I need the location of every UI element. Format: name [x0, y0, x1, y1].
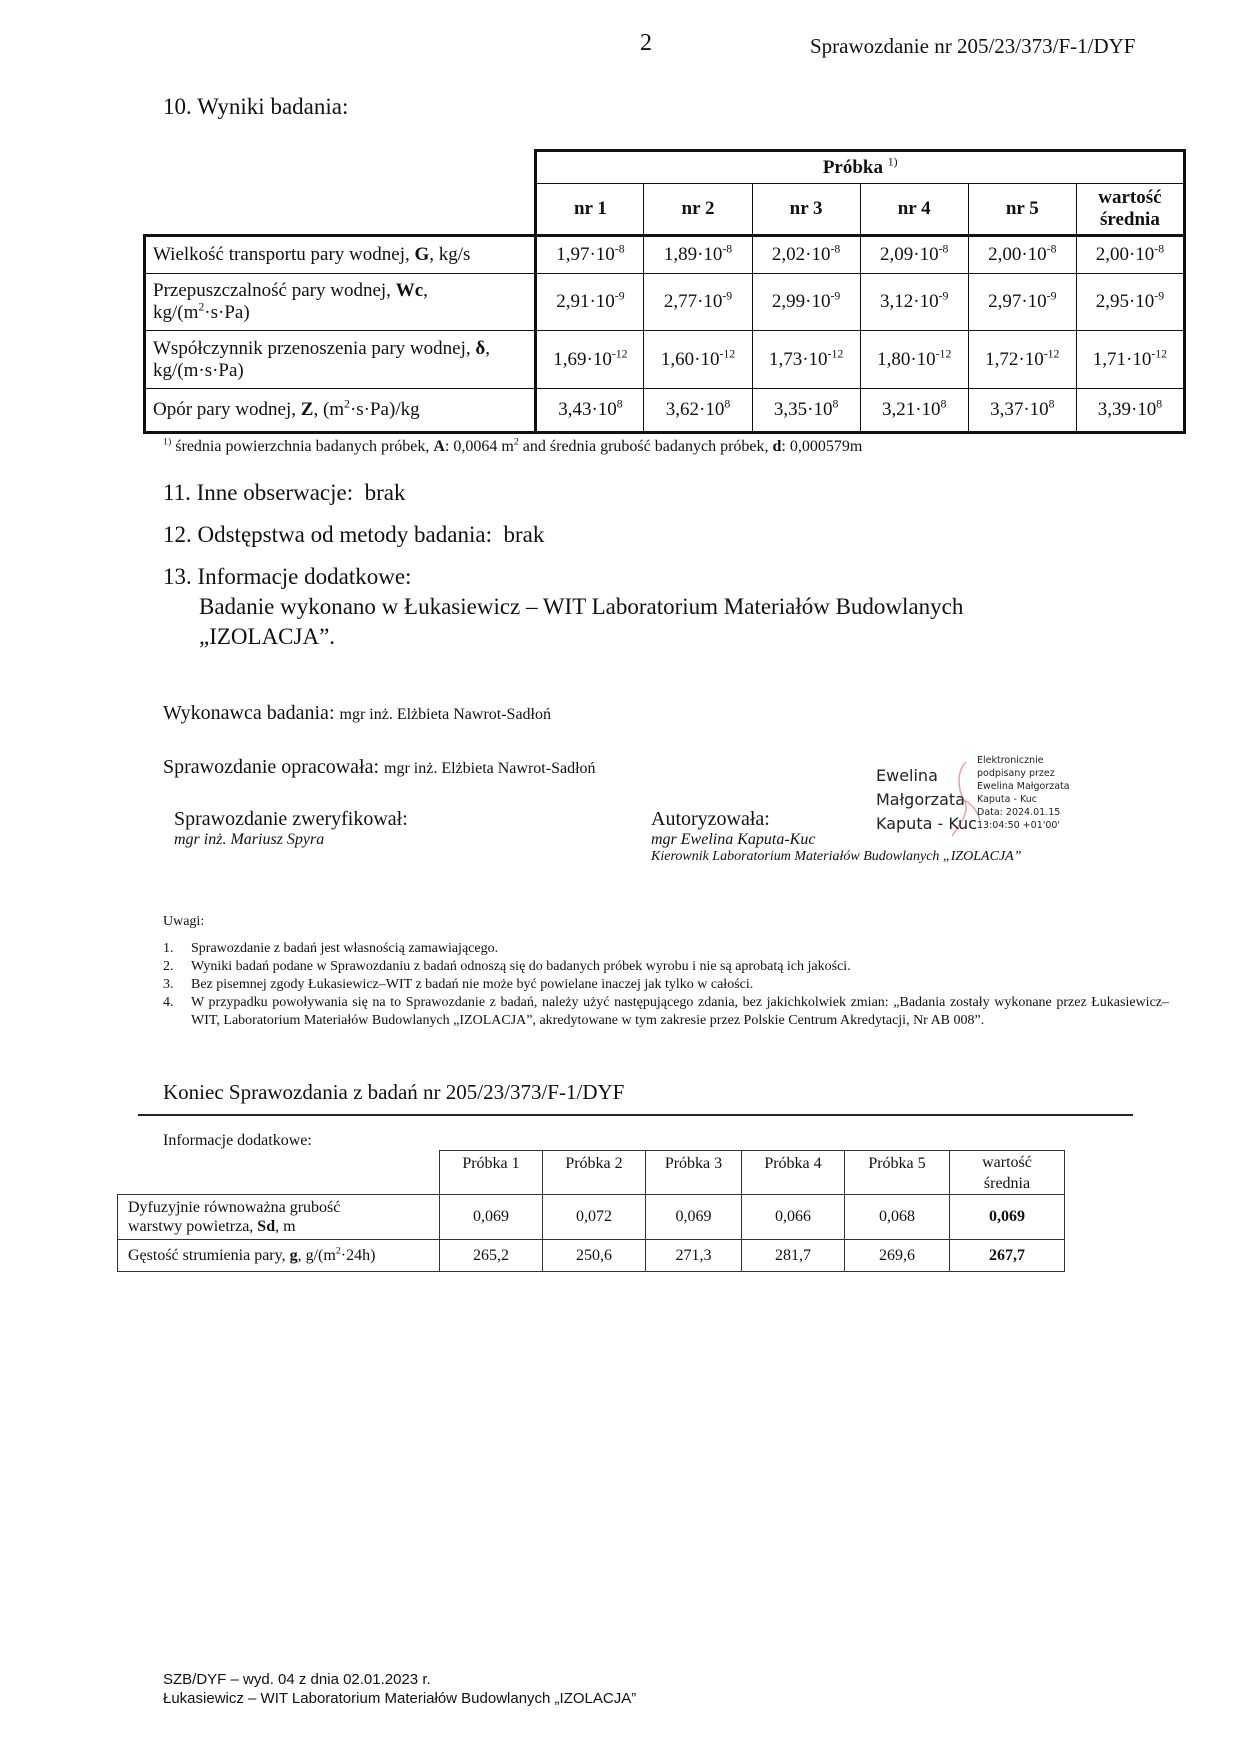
section-11-value: brak [364, 480, 406, 505]
page-number: 2 [640, 30, 652, 56]
list-item: 3. Bez pisemnej zgody Łukasiewicz–WIT z badań nie może być powielane inaczej jak tylko w całości. [163, 977, 754, 992]
mean-cell: 267,7 [950, 1240, 1065, 1272]
table-row [145, 274, 1185, 331]
table-row [145, 331, 1185, 389]
verified-block [174, 808, 408, 849]
prepared-name: mgr inż. Elżbieta Nawrot-Sadłoń [384, 760, 596, 777]
value-cell: 281,7 [742, 1240, 845, 1272]
executor-name: mgr inż. Elżbieta Nawrot-Sadłoń [339, 706, 551, 723]
value-cell: 269,6 [845, 1240, 950, 1272]
authorized-role: Kierownik Laboratorium Materiałów Budowlanych „IZOLACJA” [651, 849, 1022, 864]
mean-cell: 0,069 [950, 1195, 1065, 1240]
value-cell: $1,80\cdot 10^{-12}$ [860, 331, 968, 389]
value-cell: $3,37\cdot 10^8$ [968, 389, 1076, 433]
mean-cell: $3,39\cdot 10^8$ [1076, 389, 1184, 433]
value-cell: $2,99\cdot 10^{-9}$ [752, 274, 860, 331]
value-cell: $3,12\cdot 10^{-9}$ [860, 274, 968, 331]
value-cell: 271,3 [646, 1240, 742, 1272]
value-cell: $2,97\cdot 10^{-9}$ [968, 274, 1076, 331]
value-cell: $1,69\cdot 10^{-12}$ [536, 331, 644, 389]
mean-cell: $1,71\cdot 10^{-12}$ [1076, 331, 1184, 389]
authorized-name: mgr Ewelina Kaputa-Kuc [651, 831, 816, 848]
prepared-line: Sprawozdanie opracowała: mgr inż. Elżbieta Nawrot-Sadłoń [163, 756, 596, 778]
end-of-report: Koniec Sprawozdania z badań nr 205/23/373/F-1/DYF [163, 1080, 625, 1104]
value-cell: $2,09\cdot 10^{-8}$ [860, 236, 968, 274]
table-footnote: $^{1)}$ średnia powierzchnia badanych próbek, A: 0,0064 $m^2$ and średnia grubość badanych próbek, d: 0,000579m [163, 436, 863, 455]
value-cell: 250,6 [543, 1240, 646, 1272]
col-header-nr3: nr 3 [752, 184, 860, 236]
verified-name: mgr inż. Mariusz Spyra [174, 831, 325, 848]
row-label-G: Wielkość transportu pary wodnej, G, kg/s [145, 236, 536, 274]
value-cell: 0,069 [646, 1195, 742, 1240]
value-cell: $1,72\cdot 10^{-12}$ [968, 331, 1076, 389]
col-header-nr1: nr 1 [536, 184, 644, 236]
section-13-body [199, 592, 963, 652]
value-cell: $1,97\cdot 10^{-8}$ [536, 236, 644, 274]
section-12-value: brak [503, 522, 545, 547]
value-cell: $2,02\cdot 10^{-8}$ [752, 236, 860, 274]
page-footer [163, 1670, 636, 1708]
value-cell: 0,069 [440, 1195, 543, 1240]
remarks-list [163, 940, 1169, 1030]
value-cell: 0,066 [742, 1195, 845, 1240]
col-header-nr5: nr 5 [968, 184, 1076, 236]
section-12-label: 12. Odstępstwa od metody badania: [163, 522, 492, 547]
col-header-nr4: nr 4 [860, 184, 968, 236]
list-item: 4. W przypadku powoływania się na to Sprawozdanie z badań, należy użyć następującego zdania, bez jakichkolwiek zmian: „Badania zostały wykonane przez Łukasiewicz–WIT, Laboratorium Materiałów Budowlanych „IZOLACJA”, akredytowane w tym zakresie przez Polskie Centrum Akredytacji, Nr AB 008”. [163, 995, 1169, 1028]
value-cell: $1,73\cdot 10^{-12}$ [752, 331, 860, 389]
value-cell: $2,00\cdot 10^{-8}$ [968, 236, 1076, 274]
value-cell: $1,60\cdot 10^{-12}$ [644, 331, 752, 389]
col-header-sample5: Próbka 5 [845, 1151, 950, 1195]
col-header-nr2: nr 2 [644, 184, 752, 236]
additional-info-title: Informacje dodatkowe: [163, 1132, 312, 1149]
list-item: 1. Sprawozdanie z badań jest własnością zamawiającego. [163, 941, 499, 956]
list-item: 2. Wyniki badań podane w Sprawozdaniu z badań odnoszą się do badanych próbek wyrobu i nie są aprobatą ich jakości. [163, 959, 851, 974]
col-header-sample1: Próbka 1 [440, 1151, 543, 1195]
mean-label-2: średnia [1100, 209, 1160, 230]
table-row [118, 1240, 1065, 1272]
divider [138, 1114, 1133, 1116]
row-label-Wc: Przepuszczalność pary wodnej, Wc, $kg/(m^2\cdot s\cdot Pa)$ [145, 274, 536, 331]
remarks-title: Uwagi: [163, 914, 205, 929]
table-row [145, 236, 1185, 274]
executor-line: Wykonawca badania: mgr inż. Elżbieta Nawrot-Sadłoń [163, 702, 551, 724]
section-10-title: 10. Wyniki badania: [163, 94, 349, 119]
mean-cell: $2,00\cdot 10^{-8}$ [1076, 236, 1184, 274]
verified-label: Sprawozdanie zweryfikował: [174, 808, 408, 830]
footer-line1: SZB/DYF – wyd. 04 z dnia 02.01.2023 r. [163, 1671, 431, 1688]
empty-corner [145, 184, 536, 236]
results-table [143, 149, 1186, 434]
signature-meta: Elektronicznie podpisany przez Ewelina Małgorzata Kaputa - Kuc Data: 2024.01.15 13:04:50 +01'00' [977, 755, 1070, 831]
empty-corner [145, 151, 536, 184]
row-label-delta: Współczynnik przenoszenia pary wodnej, δ, kg/(m·s·Pa) [145, 331, 536, 389]
sample-group-header [536, 151, 1185, 184]
value-cell: 0,068 [845, 1195, 950, 1240]
empty-corner [118, 1151, 440, 1195]
value-cell: $1,89\cdot 10^{-8}$ [644, 236, 752, 274]
col-header-mean: wartość średnia [950, 1151, 1065, 1195]
table-row [145, 389, 1185, 433]
section-13-line1: Badanie wykonano w Łukasiewicz – WIT Laboratorium Materiałów Budowlanych [199, 594, 964, 619]
value-cell: $3,21\cdot 10^8$ [860, 389, 968, 433]
electronic-signature [876, 752, 1176, 847]
value-cell: $2,77\cdot 10^{-9}$ [644, 274, 752, 331]
col-header-mean [1076, 184, 1184, 236]
row-label-g: Gęstość strumienia pary, g, $g/(m^2\cdot 24h)$ [118, 1240, 440, 1272]
signer-name: Ewelina Małgorzata Kaputa - Kuc [876, 766, 977, 833]
section-12 [163, 522, 544, 548]
mean-label-1: wartość [1098, 187, 1162, 208]
mean-cell: $2,95\cdot 10^{-9}$ [1076, 274, 1184, 331]
value-cell: $3,43\cdot 10^8$ [536, 389, 644, 433]
sample-group-label: Próbka [822, 156, 883, 178]
table-row [118, 1195, 1065, 1240]
footnote-ref: 1) [887, 155, 898, 169]
row-label-Sd: Dyfuzyjnie równoważna grubość warstwy powietrza, Sd, m [118, 1195, 440, 1240]
col-header-sample3: Próbka 3 [646, 1151, 742, 1195]
report-id-header: Sprawozdanie nr 205/23/373/F-1/DYF [810, 34, 1136, 58]
footer-line2: Łukasiewicz – WIT Laboratorium Materiałów Budowlanych „IZOLACJA” [163, 1690, 637, 1707]
section-13-title: 13. Informacje dodatkowe: [163, 564, 412, 589]
additional-table [117, 1150, 1065, 1272]
section-13-line2: „IZOLACJA”. [199, 624, 336, 649]
row-label-Z: Opór pary wodnej, Z, $(m^2\cdot s\cdot Pa)/kg$ [145, 389, 536, 433]
value-cell: $2,91\cdot 10^{-9}$ [536, 274, 644, 331]
section-11-label: 11. Inne obserwacje: [163, 480, 354, 505]
col-header-sample4: Próbka 4 [742, 1151, 845, 1195]
value-cell: 0,072 [543, 1195, 646, 1240]
col-header-sample2: Próbka 2 [543, 1151, 646, 1195]
value-cell: $3,35\cdot 10^8$ [752, 389, 860, 433]
value-cell: $3,62\cdot 10^8$ [644, 389, 752, 433]
value-cell: 265,2 [440, 1240, 543, 1272]
section-11 [163, 480, 405, 506]
authorized-label: Autoryzowała: [651, 808, 770, 830]
